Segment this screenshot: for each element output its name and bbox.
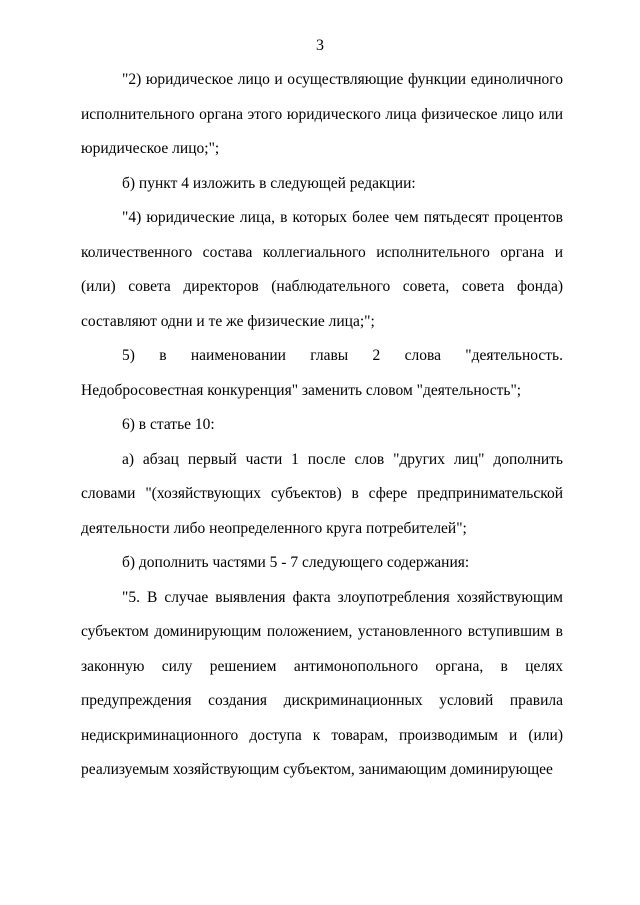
paragraph-clause-4: "4) юридические лица, в которых более чем пятьдесят процентов количественного состава коллегиального исполнительного органа и (или) совета директоров (наблюдательного совета, совета фонда) составляют одни и те же физические лица;"; — [81, 209, 563, 330]
paragraph-item-6-article-10: 6) в статье 10: — [122, 416, 215, 433]
paragraph-item-a-part-1: а) абзац первый части 1 после слов "других лиц" дополнить словами "(хозяйствующих субъектов) в сфере предпринимательской деятельности либо неопределенного круга потребителей"; — [81, 450, 563, 537]
page-number: 3 — [316, 37, 324, 54]
paragraph-item-b-parts-5-7: б) дополнить частями 5 - 7 следующего содержания: — [122, 554, 470, 571]
paragraph-item-5-chapter-2: 5) в наименовании главы 2 слова "деятельность. Недобросовестная конкуренция" заменить словом "деятельность"; — [81, 347, 563, 399]
paragraph-item-b-point-4: б) пункт 4 изложить в следующей редакции: — [122, 174, 416, 192]
document-body — [81, 63, 563, 788]
paragraph-clause-2: "2) юридическое лицо и осуществляющие функции единоличного исполнительного органа этого юридического лица физическое лицо или юридическое лицо;"; — [81, 71, 563, 157]
paragraph-part-5: "5. В случае выявления факта злоупотребления хозяйствующим субъектом доминирующим положением, установленного вступившим в законную силу решением антимонопольного органа, в целях предупреждения создания дискриминационных условий правила недискриминационного доступа к товарам, производимым и (или) реализуемым хозяйствующим субъектом, занимающим доминирующее — [81, 588, 563, 778]
